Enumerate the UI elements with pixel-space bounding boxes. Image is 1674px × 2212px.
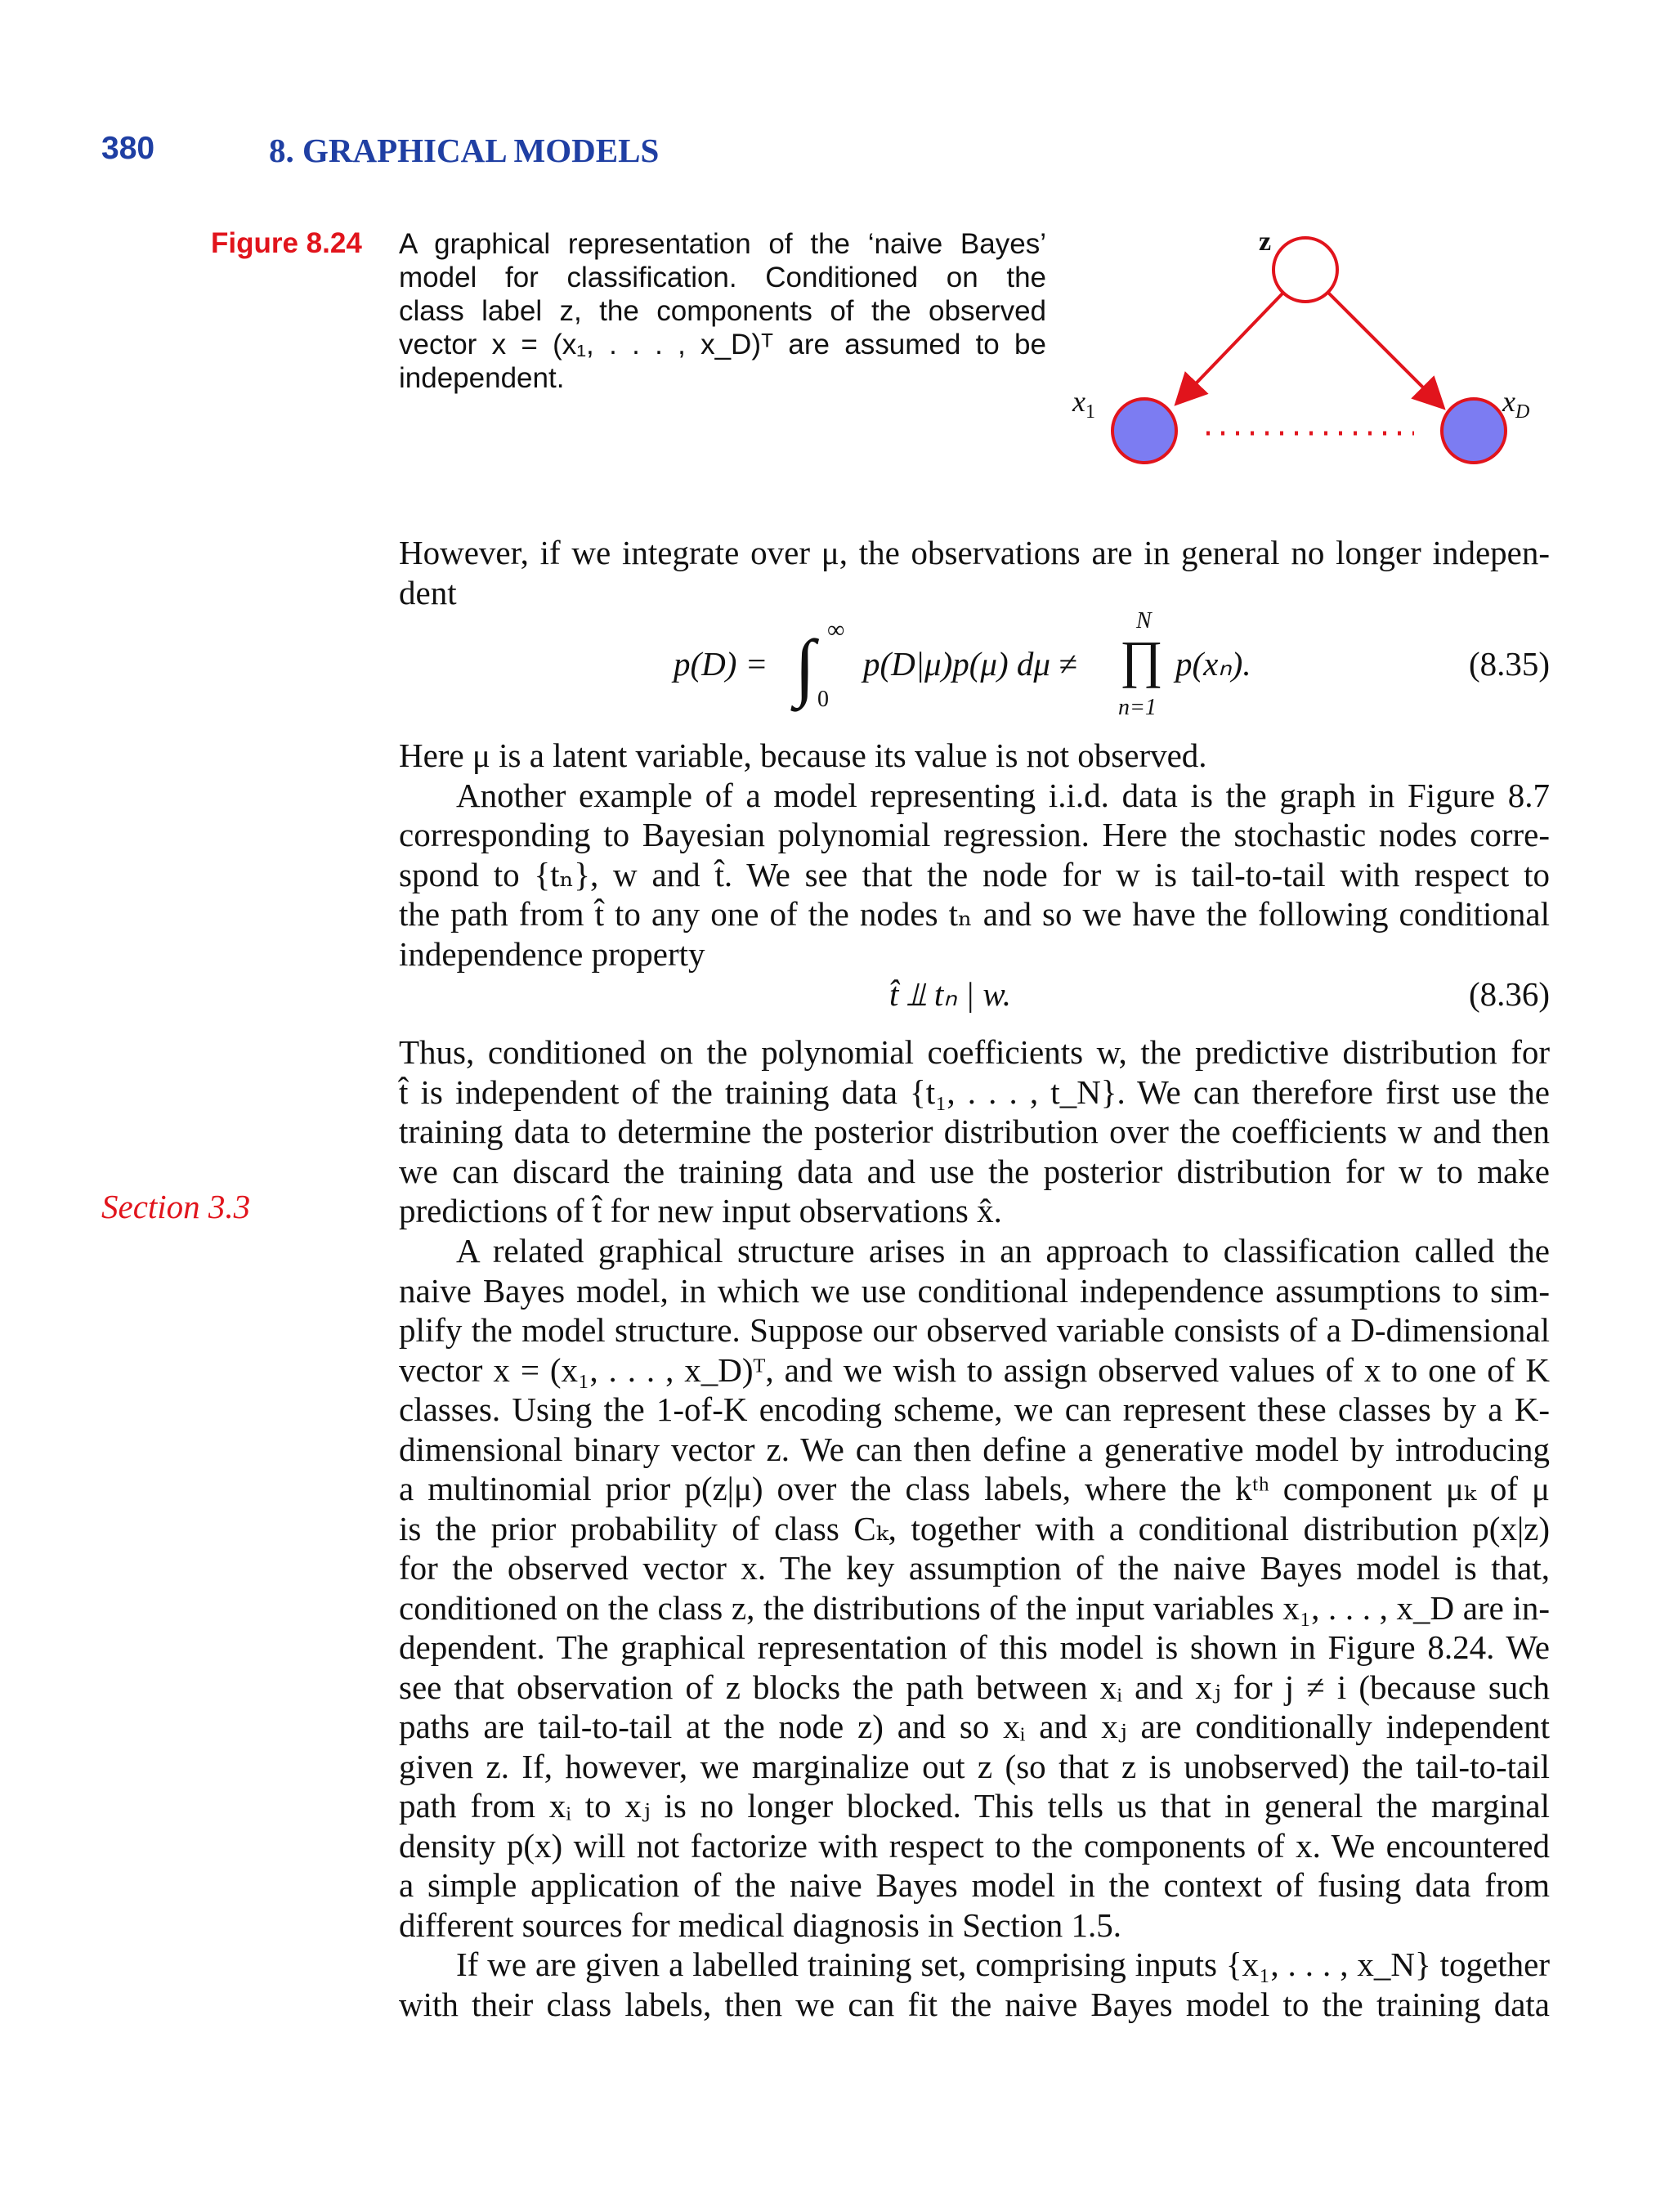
text-line: the path from t̂ to any one of the nodes tₙ and so we have the following conditional [399,895,1550,933]
integral-lower: 0 [817,687,829,712]
product-sign: ∏ [1120,630,1163,688]
eq-integrand: p(D|μ)p(μ) dμ ≠ [863,645,1077,683]
caption-line: A graphical representation of the ‘naive Bayes’ [399,228,1046,260]
text-line: independence property [399,934,705,973]
page-number: 380 [101,131,155,166]
edge-z-to-x1 [1179,293,1283,401]
caption-line: vector x = (x₁, . . . , x_D)ᵀ are assumed to be [399,329,1046,360]
node-label-z: z [1259,226,1272,257]
text-line: spond to {tₙ}, w and t̂. We see that the node for w is tail-to-tail with respect to [399,855,1550,893]
figure-caption [399,227,1046,395]
text-line: different sources for medical diagnosis in Section 1.5. [399,1905,1121,1944]
text-line: see that observation of z blocks the path between xᵢ and xⱼ for j ≠ i (because such [399,1668,1550,1706]
text-line: dependent. The graphical representation of this model is shown in Figure 8.24. We [399,1628,1550,1666]
integral-sign: ∫ [794,625,816,708]
text-line: conditioned on the class z, the distributions of the input variables x₁, . . . , x_D are in- [399,1588,1550,1627]
text-line: vector x = (x₁, . . . , x_D)ᵀ, and we wish to assign observed values of x to one of K [399,1350,1550,1389]
integral-upper: ∞ [827,616,845,643]
paragraph-3 [399,1032,1550,1231]
text-line: a simple application of the naive Bayes model in the context of fusing data from [399,1866,1550,1904]
margin-cross-reference[interactable]: Section 3.3 [101,1188,251,1225]
text-line: predictions of t̂ for new input observations x̂. [399,1192,1002,1229]
observed-node-xD [1442,399,1506,463]
caption-line: independent. [399,362,565,394]
prod-lower: n=1 [1118,695,1157,720]
edge-z-to-xD [1328,293,1441,405]
eq-content: t̂ ⫫ tₙ | w. [889,975,1011,1013]
chapter-title: 8. GRAPHICAL MODELS [269,132,660,169]
node-label-xD: $x_D$ [1502,385,1530,423]
latent-node-z [1273,238,1337,302]
observed-node-x1 [1112,399,1176,463]
text-line: is the prior probability of class Cₖ, together with a conditional distribution p(x|z) [399,1509,1550,1547]
text-line: for the observed vector x. The key assumption of the naive Bayes model is that, [399,1549,1550,1587]
text-line: plify the model structure. Suppose our observed variable consists of a D-dimensional [399,1311,1550,1349]
text-line: given z. If, however, we marginalize out z (so that z is unobserved) the tail-to-tail [399,1747,1550,1785]
text-line: However, if we integrate over μ, the observations are in general no longer indepen- [399,534,1550,571]
text-line: Thus, conditioned on the polynomial coefficients w, the predictive distribution for [399,1033,1550,1071]
caption-line: class label z, the components of the observed [399,295,1046,327]
equation-number: (8.35) [1468,645,1550,683]
text-line: Another example of a model representing i.i.d. data is the graph in Figure 8.7 [456,776,1550,814]
text-line: we can discard the training data and use the posterior distribution for w to make [399,1152,1550,1190]
text-line: with their class labels, then we can fit the naive Bayes model to the training data [399,1985,1550,2023]
text-line: corresponding to Bayesian polynomial regression. Here the stochastic nodes corre- [399,816,1550,853]
node-label-x1: $x_1$ [1072,385,1095,423]
eq-lhs: p(D) = [674,645,768,683]
figure-label: Figure 8.24 [211,227,362,259]
text-line: If we are given a labelled training set, comprising inputs {x₁, . . . , x_N} together [456,1946,1550,1983]
text-line: a multinomial prior p(z|μ) over the class labels, where the kᵗʰ component μₖ of μ [399,1470,1550,1507]
equation-8-35 [399,608,1550,726]
equation-number: (8.36) [1468,975,1550,1013]
paragraph-4 [399,1231,1550,1945]
prod-upper: N [1136,608,1152,634]
paragraph-1 [399,533,1550,612]
text-line: path from xᵢ to xⱼ is no longer blocked. This tells us that in general the marginal [399,1787,1550,1825]
text-line: Here μ is a latent variable, because its value is not observed. [399,737,1207,774]
text-line: training data to determine the posterior distribution over the coefficients w and then [399,1113,1550,1150]
text-line: dimensional binary vector z. We can then define a generative model by introducing [399,1430,1550,1468]
text-line: A related graphical structure arises in an approach to classification called the [456,1232,1550,1269]
caption-line: model for classification. Conditioned on the [399,262,1046,293]
paragraph-5 [399,1945,1550,2024]
eq-rhs: p(xₙ). [1175,645,1251,683]
text-line: classes. Using the 1-of-K encoding scheme, we can represent these classes by a K- [399,1390,1550,1428]
text-line: naive Bayes model, in which we use conditional independence assumptions to sim- [399,1271,1550,1310]
paragraph-2 [399,736,1550,974]
equation-8-36 [399,974,1550,1020]
naive-bayes-diagram [1054,219,1545,489]
text-line: t̂ is independent of the training data {t₁, . . . , t_N}. We can therefore first use the [399,1072,1550,1111]
text-line: dent [399,573,457,611]
text-line: paths are tail-to-tail at the node z) and so xᵢ and xⱼ are conditionally independent [399,1708,1550,1745]
text-line: density p(x) will not factorize with respect to the components of x. We encountered [399,1826,1550,1865]
